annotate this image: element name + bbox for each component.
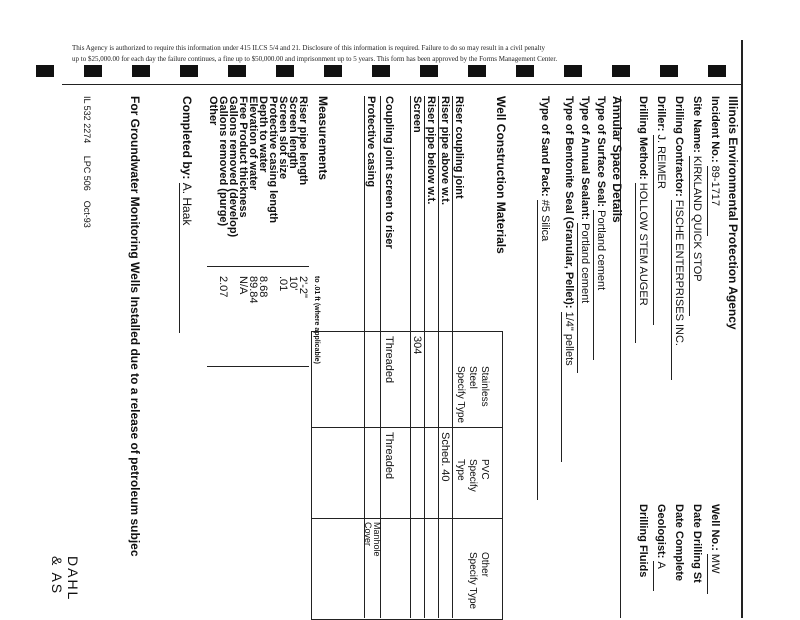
- reg-mark: [276, 65, 294, 77]
- reg-mark: [132, 65, 150, 77]
- sand-pack-value: #5 Silica: [537, 200, 551, 500]
- reg-mark: [36, 65, 54, 77]
- reg-mark: [516, 65, 534, 77]
- notice-line-1: This Agency is authorized to require this information under 415 ILCS 5/4 and 21. Disclosure of this information is required. Failure to do so may result in a civil penalty: [72, 44, 545, 52]
- reg-mark: [324, 65, 342, 77]
- measurement-row-label: Free Product thickness: [237, 96, 249, 218]
- measurement-value: .01: [277, 276, 289, 292]
- reg-mark: [180, 65, 198, 77]
- reg-mark: [372, 65, 390, 77]
- measurement-row-label: Gallons removed (purge): [217, 96, 229, 227]
- measurement-row-label: Elevation of water: [247, 96, 259, 191]
- well-field: Well No.: MW: [707, 504, 721, 594]
- reg-mark: [660, 65, 678, 77]
- measure-divider: [207, 266, 309, 267]
- other-column-header: Other Specify Type: [467, 552, 490, 610]
- measurement-value: N/A: [237, 276, 249, 295]
- reg-mark: [228, 65, 246, 77]
- site-value: KIRKLAND QUICK STOP: [689, 156, 703, 316]
- reg-mark: [468, 65, 486, 77]
- material-row-label: Riser pipe below w.t.: [425, 96, 437, 205]
- reg-mark: [420, 65, 438, 77]
- incident-value: 89-1717: [707, 166, 721, 236]
- notice-line-2: up to $25,000.00 for each day the failure continues, a fine up to $50,000.00 and imprisonment up to 5 years. This form has been approved by the Forms Management Center.: [72, 55, 558, 63]
- measurement-value: 89.84: [247, 276, 259, 304]
- pvc-column-header: PVC Specify Type: [455, 459, 490, 492]
- bentonite-field: Type of Bentonite Seal (Granular, Pellet): 1/4" pellets: [561, 96, 575, 462]
- pvc-riser-above-value: Sched. 40: [439, 432, 451, 482]
- measurement-row-label: Depth to water: [257, 96, 269, 173]
- bentonite-value: 1/4" pellets: [561, 312, 575, 462]
- measurement-value: 10': [287, 276, 299, 291]
- measurement-row-label: Gallons removed (develop): [227, 96, 239, 238]
- material-row-label: Riser coupling joint: [453, 96, 465, 199]
- date-completed-label: Date Complete: [673, 504, 685, 582]
- table-divider: [312, 518, 502, 519]
- reg-mark: [84, 65, 102, 77]
- method-value: HOLLOW STEM AUGER: [635, 183, 649, 343]
- measurement-row-label: Protective casing length: [267, 96, 279, 224]
- material-row-label: Riser pipe above w.t.: [439, 96, 451, 206]
- contractor-value: FISCHE ENTERPRISES INC.: [671, 200, 685, 380]
- material-row-label: Screen: [411, 96, 423, 133]
- reg-mark: [564, 65, 582, 77]
- contractor-field: Drilling Contractor: FISCHE ENTERPRISES INC.: [671, 96, 685, 380]
- measurements-title: Measurements: [316, 96, 330, 181]
- site-field: Site Name: KIRKLAND QUICK STOP: [689, 96, 703, 316]
- footer-note: For Groundwater Monitoring Wells Installed due to a release of petroleum subjec: [128, 96, 142, 557]
- row-line: [424, 96, 425, 618]
- reg-mark: [612, 65, 630, 77]
- sand-pack-field: Type of Sand Pack: #5 Silica: [537, 96, 551, 500]
- row-line: [438, 96, 439, 618]
- annual-sealant-field: Type of Annual Sealant: Portland cement: [577, 96, 591, 373]
- company-name: DAHL & AS: [49, 556, 81, 601]
- page-right-edge: [741, 40, 743, 618]
- measurements-note: to .01 ft (where applicable): [313, 276, 320, 364]
- steel-column-header: Stainless Steel Specify Type: [455, 366, 490, 424]
- fluids-label: Drilling Fluids: [637, 504, 649, 578]
- form-number: IL 532 2274 LPC 506 Oct-93: [82, 96, 92, 228]
- row-line: [452, 96, 453, 618]
- surface-seal-value: Portland cement: [593, 210, 607, 360]
- materials-title: Well Construction Materials: [494, 96, 508, 254]
- measure-divider: [207, 366, 309, 367]
- measurement-row-label: Screen slot size: [277, 96, 289, 180]
- steel-coupling-value: Threaded: [383, 336, 395, 384]
- well-value: MW: [707, 554, 721, 594]
- geologist-field: Geologist: A: [653, 504, 667, 591]
- driller-field: Driller: J. REIMER: [653, 96, 667, 325]
- rotated-form: [49, 96, 741, 618]
- measurement-row-label: Riser pipe length: [297, 96, 309, 186]
- materials-table: [311, 331, 503, 620]
- completed-field: Completed by: A. Haak: [179, 96, 193, 333]
- annual-sealant-value: Portland cement: [577, 223, 591, 373]
- agency-title: Illinois Environmental Protection Agency: [726, 96, 740, 330]
- incident-field: Incident No.: 89-1717: [707, 96, 721, 236]
- material-row-label: Protective casing: [365, 96, 377, 188]
- date-started-label: Date Drilling St: [691, 504, 703, 583]
- measurement-value: 2.07: [217, 276, 229, 298]
- measurement-value: 8.68: [257, 276, 269, 298]
- steel-screen-value: 304: [411, 336, 423, 355]
- geologist-value: A: [653, 561, 667, 591]
- reg-mark: [708, 65, 726, 77]
- table-divider: [312, 427, 502, 428]
- measurement-row-label: Screen length: [287, 96, 299, 169]
- row-line: [410, 96, 411, 618]
- annular-title: Annular Space Details: [610, 96, 624, 223]
- driller-value: J. REIMER: [653, 135, 667, 325]
- measurement-value: 2'-2": [297, 276, 309, 298]
- pvc-coupling-value: Threaded: [383, 432, 395, 480]
- other-protective-value: Manhole Cover: [363, 522, 382, 557]
- page-top-edge: [62, 84, 742, 85]
- completed-value: A. Haak: [179, 183, 193, 333]
- method-field: Drilling Method: HOLLOW STEM AUGER: [635, 96, 649, 343]
- measurement-row-label: Other: [207, 96, 219, 126]
- surface-seal-field: Type of Surface Seal: Portland cement: [593, 96, 607, 360]
- material-row-label: Coupling joint screen to riser: [383, 96, 395, 249]
